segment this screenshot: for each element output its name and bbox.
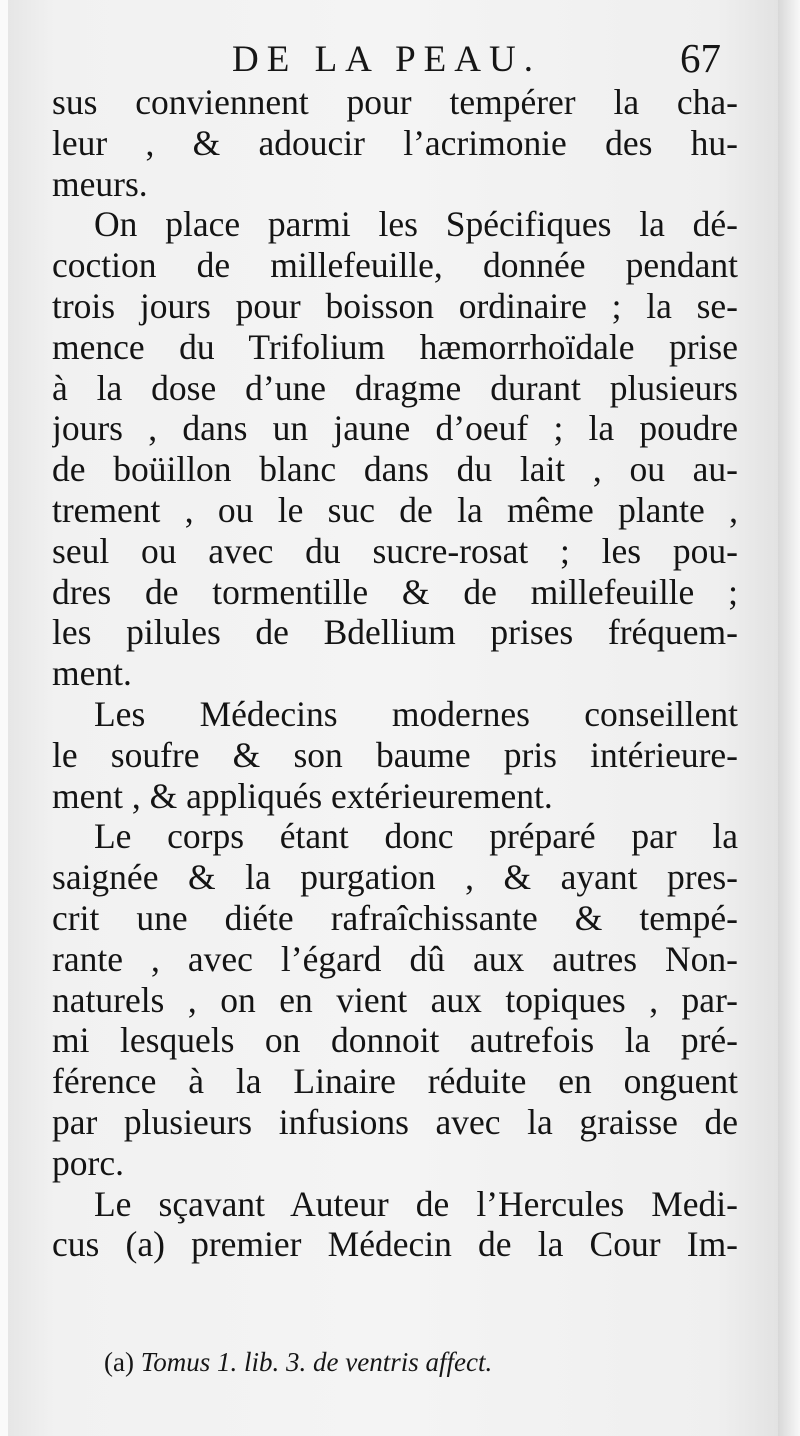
text-line: jours , dans un jaune d’oeuf ; la poudre — [52, 408, 738, 449]
text-line: par plusieurs infusions avec la graisse de — [52, 1101, 738, 1142]
text-line: seul ou avec du sucre-rosat ; les pou- — [52, 530, 738, 571]
text-line: sus conviennent pour tempérer la cha- — [52, 82, 738, 122]
footnote-marker: (a) — [104, 1347, 134, 1377]
page-edge-shadow — [778, 0, 800, 1436]
page-number: 67 — [680, 35, 721, 81]
text-line: leur , & adoucir l’acrimonie des hu- — [52, 122, 738, 163]
text-line: le soufre & son baume pris intérieure- — [52, 734, 738, 775]
left-margin — [0, 0, 8, 1436]
text-line: cus (a) premier Médecin de la Cour Im- — [52, 1224, 738, 1265]
page-header — [0, 28, 800, 84]
text-line: mi lesquels on donnoit autrefois la pré- — [52, 1020, 738, 1061]
running-title: DE LA PEAU. — [232, 39, 541, 80]
footnote-text: Tomus 1. lib. 3. de ventris affect. — [140, 1347, 493, 1377]
footnote — [104, 1346, 624, 1378]
text-line: les pilules de Bdellium prises fréquem- — [52, 612, 738, 653]
text-line: Le corps étant donc préparé par la — [94, 816, 738, 857]
text-line: saignée & la purgation , & ayant pres- — [52, 857, 738, 898]
text-line: férence à la Linaire réduite en onguent — [52, 1061, 738, 1102]
text-line: Les Médecins modernes conseillent — [94, 693, 738, 734]
text-line: dres de tormentille & de millefeuille ; — [52, 571, 738, 612]
text-line: de boüillon blanc dans du lait , ou au- — [52, 449, 738, 490]
text-line: Le sçavant Auteur de l’Hercules Medi- — [94, 1183, 738, 1224]
text-line: ment. — [52, 653, 132, 694]
text-line: naturels , on en vient aux topiques , par- — [52, 979, 738, 1020]
text-line: ment , & appliqués extérieurement. — [52, 775, 553, 816]
text-line: coction de millefeuille, donnée pendant — [52, 245, 738, 286]
text-line: rante , avec l’égard dû aux autres Non- — [52, 938, 738, 979]
text-line: trois jours pour boisson ordinaire ; la se- — [52, 285, 738, 326]
body-text — [52, 82, 738, 1265]
text-line: On place parmi les Spécifiques la dé- — [94, 204, 738, 245]
text-line: porc. — [52, 1142, 124, 1183]
text-line: mence du Trifolium hæmorrhoïdale prise — [52, 326, 738, 367]
text-line: à la dose d’une dragme durant plusieurs — [52, 367, 738, 408]
text-line: trement , ou le suc de la même plante , — [52, 489, 738, 530]
text-line: crit une diéte rafraîchissante & tempé- — [52, 897, 738, 938]
text-line: meurs. — [52, 163, 148, 204]
